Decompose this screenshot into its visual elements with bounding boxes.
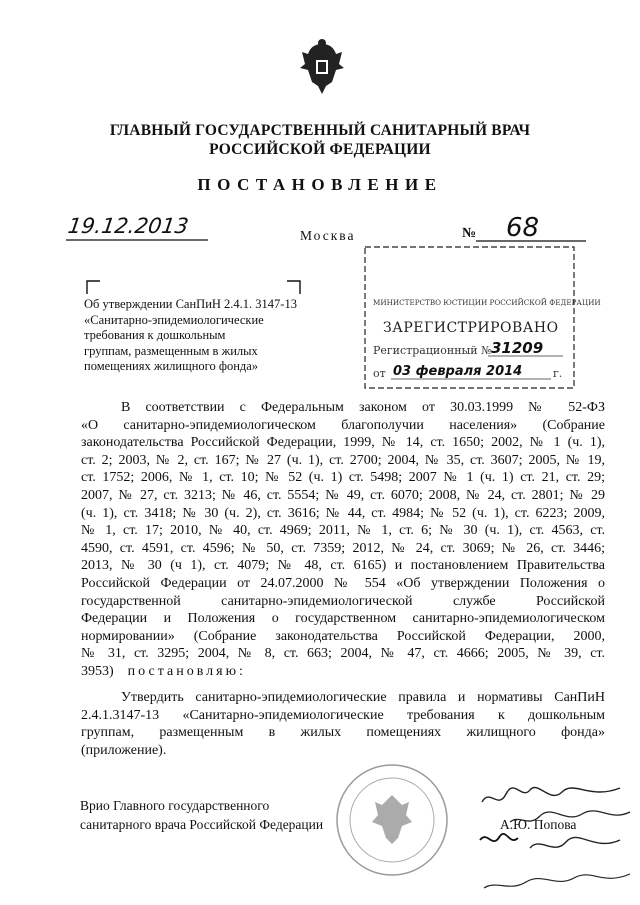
preamble-line: 4590, ст. 4591, ст. 4596; № 50, ст. 7359; 2012, № 24, ст. 3069; № 26, ст. 3446; — [81, 540, 605, 556]
stamp-registered: ЗАРЕГИСТРИРОВАНО — [383, 320, 559, 336]
preamble-line: 3953) — [81, 663, 114, 679]
subject-line: группам, размещенным в жилых — [84, 343, 258, 358]
preamble-line: Федерации и Положения о государственном санитарно-эпидемиологическом — [81, 611, 605, 627]
preamble-line: ст. 1752; 2006, № 1, ст. 10; № 52 (ч. 1) ст. 5498; 2007 № 1 (ч. 1) ст. 21, ст. 29; — [81, 470, 605, 486]
document-type-title: ПОСТАНОВЛЕНИЕ — [197, 175, 443, 194]
resolves-word: постановляю: — [127, 663, 246, 679]
authority-line-1: ГЛАВНЫЙ ГОСУДАРСТВЕННЫЙ САНИТАРНЫЙ ВРАЧ — [109, 122, 531, 139]
resolution-line: группам, размещенным в жилых помещениях жилищного фонда» — [81, 725, 605, 741]
resolution-paragraph — [81, 689, 605, 759]
handwritten-date — [66, 213, 208, 243]
handwritten-signature — [470, 770, 640, 900]
stamp-reg-number: 31209 — [491, 339, 544, 357]
preamble-line: Российской Федерации от 24.07.2000 № 554 «Об утверждении Положения о — [81, 575, 605, 591]
handwritten-number — [476, 210, 586, 244]
stamp-date-value: 03 февраля 2014 — [393, 364, 523, 379]
number-sign: № — [462, 226, 477, 241]
preamble-line: «О санитарно-эпидемиологическом благополучии населения» (Собрание — [81, 417, 605, 433]
preamble-line: № 31, ст. 3295; 2004, № 8, ст. 663; 2004, № 47, ст. 4666; 2005, № 39, ст. — [81, 646, 605, 662]
preamble-line: № 1, ст. 17; 2010, № 40, ст. 4969; 2011, № 1, ст. 6; № 30 (ч. 1), ст. 4563, ст. — [81, 523, 605, 539]
preamble-last-line — [81, 663, 605, 681]
preamble-line: законодательства Российской Федерации, 1999, № 14, ст. 1650; 2002, № 1 (ч. 1), — [81, 435, 605, 451]
handwritten-date-text: 19.12.2013 — [66, 213, 191, 238]
document-subject — [84, 297, 314, 375]
subject-bracket-right — [287, 280, 301, 294]
preamble-line: 2007, № 27, ст. 3213; № 46, ст. 5554; № 49, ст. 6070; 2008, № 24, ст. 2801; № 29 — [81, 487, 605, 503]
resolution-line: 2.4.1.3147-13 «Санитарно-эпидемиологические требования к дошкольным — [81, 707, 605, 723]
subject-line: «Санитарно-эпидемиологические — [84, 312, 264, 327]
handwritten-number-text: 68 — [506, 213, 540, 243]
signatory-role-line-2: санитарного врача Российской Федерации — [80, 817, 324, 832]
stamp-date-suffix: г. — [553, 367, 563, 380]
preamble-line: В соответствии с Федеральным законом от 30.03.1999 № 52-ФЗ — [121, 400, 605, 415]
coat-of-arms-emblem — [298, 38, 346, 96]
city-label: Москва — [300, 228, 356, 243]
official-seal — [330, 760, 460, 880]
subject-line: требования к дошкольным — [84, 328, 226, 342]
authority-line-2: РОССИЙСКОЙ ФЕДЕРАЦИИ — [209, 141, 431, 158]
registration-stamp — [363, 245, 601, 390]
preamble-line: ст. 2; 2003, № 2, ст. 167; № 27 (ч. 1), ст. 2700; 2004, № 35, ст. 3607; 2005, № 19, — [81, 452, 605, 468]
resolution-line: Утвердить санитарно-эпидемиологические правила и нормативы СанПиН — [121, 690, 605, 705]
signatory-role-line-1: Врио Главного государственного — [80, 798, 270, 813]
preamble-line: государственной санитарно-эпидемиологической службе Российской — [81, 593, 605, 609]
preamble-line: нормировании» (Собрание законодательства Российской Федерации, 2000, — [81, 628, 605, 644]
signatory-role — [80, 796, 323, 834]
issuing-authority — [0, 121, 640, 159]
stamp-reg-label: Регистрационный № — [373, 344, 492, 357]
stamp-ministry: МИНИСТЕРСТВО ЮСТИЦИИ РОССИЙСКОЙ ФЕДЕРАЦИИ — [373, 298, 601, 307]
preamble-paragraph — [81, 399, 605, 681]
preamble-line: (ч. 1), ст. 3418; № 30 (ч. 2), ст. 3616; № 44, ст. 4984; № 52 (ч. 1), ст. 6223; 2009, — [81, 505, 605, 521]
subject-line: помещениях жилищного фонда» — [84, 359, 259, 373]
signatory-name: А.Ю. Попова — [500, 817, 577, 832]
stamp-date-prefix: от — [373, 367, 386, 380]
subject-line: Об утверждении СанПиН 2.4.1. 3147-13 — [84, 297, 297, 311]
resolution-line: (приложение). — [81, 742, 167, 758]
subject-bracket-left — [86, 280, 100, 294]
preamble-line: 2013, № 30 (ч 1), ст. 4079; № 48, ст. 6165) и постановлением Правительства — [81, 558, 605, 574]
